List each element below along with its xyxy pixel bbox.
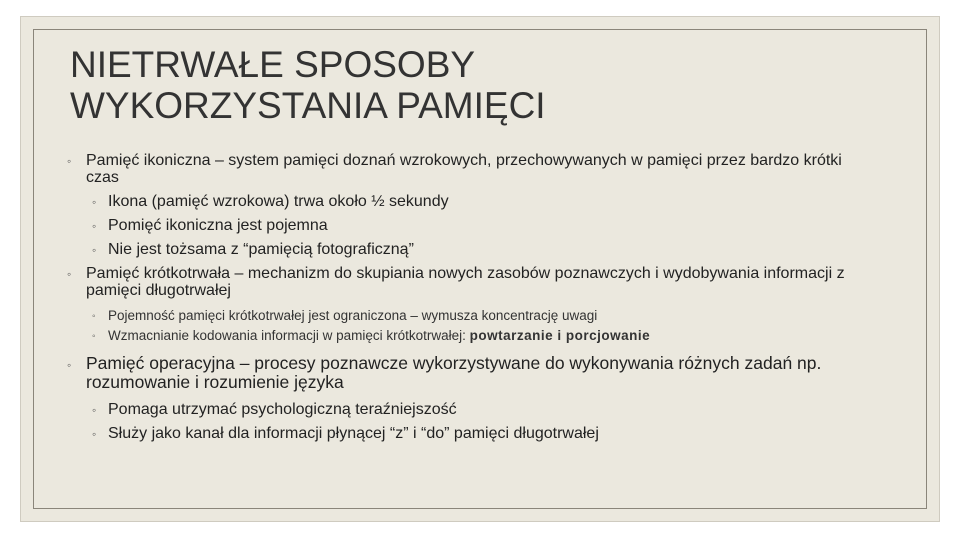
bullet-icon: ◦ <box>92 195 97 209</box>
sub-bullet-text: Nie jest tożsama z “pamięcią fotograficzną” <box>108 241 414 258</box>
slide-title <box>70 44 870 126</box>
title-line-2: WYKORZYSTANIA PAMIĘCI <box>70 85 546 126</box>
sub-bullet <box>66 401 856 418</box>
sub-bullet-text: Pomaga utrzymać psychologiczną teraźniejszość <box>108 401 457 418</box>
sub-bullet <box>66 328 856 343</box>
sub-bullet <box>66 217 856 234</box>
bullet-pamiec-operacyjna <box>66 354 856 392</box>
bullet-pamiec-krotkotrwala <box>66 265 856 299</box>
bullet-icon: ◦ <box>92 403 97 417</box>
bullet-icon: ◦ <box>67 154 72 168</box>
bullet-text: – system pamięci doznań wzrokowych, przechowywanych w pamięci przez bardzo krótki czas <box>86 152 842 186</box>
bullet-text: – mechanizm do skupiania nowych zasobów poznawczych i wydobywania informacji z pamięci długotrwałej <box>86 265 845 299</box>
bullet-icon: ◦ <box>92 331 96 342</box>
sub-bullet-text: Wzmacnianie kodowania informacji w pamięci krótkotrwałej: <box>108 328 470 343</box>
bullet-icon: ◦ <box>92 311 96 322</box>
sub-bullet-text: Pojemność pamięci krótkotrwałej jest ograniczona – wymusza koncentrację uwagi <box>108 308 598 323</box>
emphasized-text: powtarzanie i porcjowanie <box>469 328 651 343</box>
bullet-term: Pamięć ikoniczna <box>86 152 211 169</box>
bullet-icon: ◦ <box>92 427 97 441</box>
sub-bullet-text: Ikona (pamięć wzrokowa) trwa około ½ sekundy <box>108 193 449 210</box>
sub-bullet <box>66 425 856 442</box>
bullet-icon: ◦ <box>67 267 72 281</box>
slide-body <box>66 152 856 442</box>
sub-bullet <box>66 308 856 323</box>
bullet-icon: ◦ <box>67 358 72 372</box>
bullet-pamiec-ikoniczna <box>66 152 856 186</box>
bullet-text: – procesy poznawcze wykorzystywane do wykonywania różnych zadań np. rozumowanie i rozumienie języka <box>86 353 822 392</box>
bullet-term: Pamięć krótkotrwała <box>86 265 231 282</box>
sub-bullet-text: Pomięć ikoniczna jest pojemna <box>108 217 328 234</box>
bullet-icon: ◦ <box>92 219 97 233</box>
bullet-icon: ◦ <box>92 243 97 257</box>
sub-bullet-text: Służy jako kanał dla informacji płynącej “z” i “do” pamięci długotrwałej <box>108 425 599 442</box>
bullet-term: Pamięć operacyjna <box>86 353 235 373</box>
title-line-1: NIETRWAŁE SPOSOBY <box>70 44 476 85</box>
sub-bullet <box>66 241 856 258</box>
sub-bullet <box>66 193 856 210</box>
